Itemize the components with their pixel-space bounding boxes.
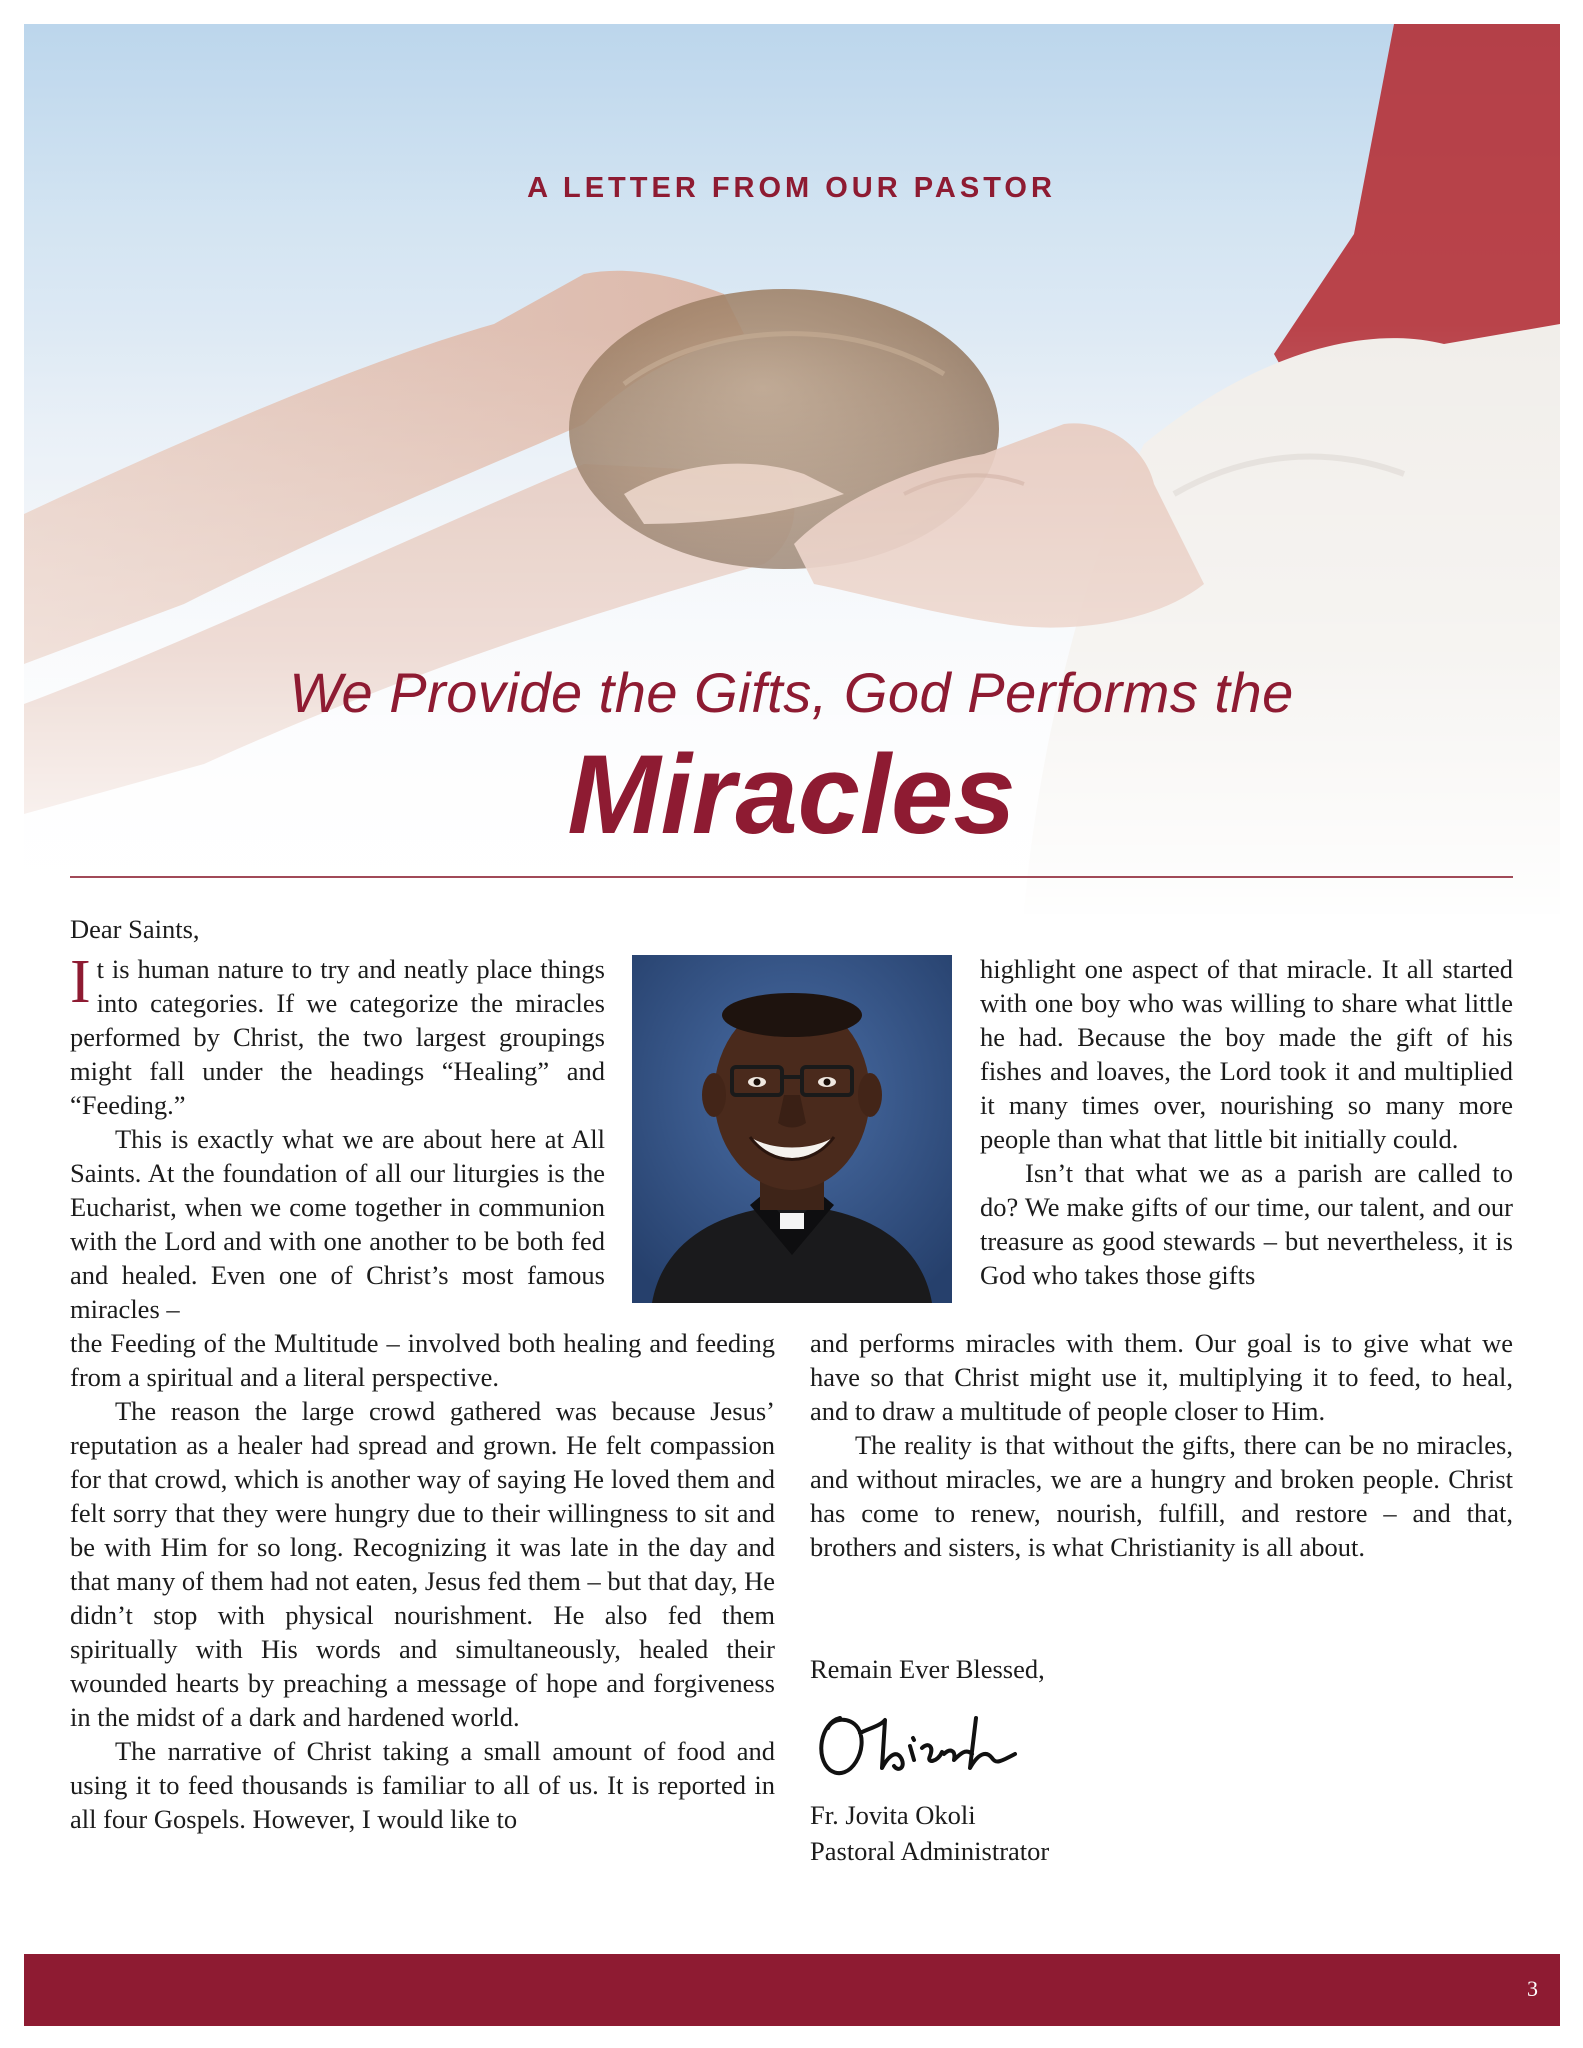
signer-name: Fr. Jovita Okoli: [810, 1800, 976, 1830]
paragraph-5: Isn’t that what we as a parish are called to do? We make gifts of our time, our talent, and our treasure as good stewards – but nevertheless, it is God who takes those gifts: [980, 1158, 1513, 1290]
article-title-line-1: We Provide the Gifts, God Performs the: [289, 661, 1294, 724]
paragraph-4: The narrative of Christ taking a small amount of food and using it to feed thousands is familiar to all of us. It is reported in all four Gospels. However, I would like to: [70, 1736, 775, 1834]
title-divider: [70, 876, 1513, 878]
letter-column-left-bottom: [70, 1326, 775, 1836]
drop-cap: I: [70, 948, 91, 1016]
paragraph-1-text: t is human nature to try and neatly place things into categories. If we categorize the miracles performed by Christ, the two largest groupings might fall under the headings “Healing” and “Feeding.”: [70, 954, 605, 1120]
footer-bar: [24, 1954, 1560, 2026]
paragraph-3: The reason the large crowd gathered was because Jesus’ reputation as a healer had spread and grown. He felt compassion for that crowd, which is another way of saying He loved them and felt sorry that they were hungry due to their willingness to sit and be with Him for so long. Recognizing it was late in the day and that many of them had not eaten, Jesus fed them – but that day, He didn’t stop with physical nourishment. He also fed them spiritually with His words and simultaneously, healed their wounded hearts by preaching a message of hope and forgiveness in the midst of a dark and hardened world.: [70, 1396, 775, 1732]
paragraph-1: [70, 948, 605, 1122]
signer-title: Pastoral Administrator: [810, 1836, 1050, 1866]
portrait-illustration: [632, 955, 952, 1303]
paragraph-2: This is exactly what we are about here at All Saints. At the foundation of all our liturgies is the Eucharist, when we come together in communion with the Lord and with one another to be both fed and healed. Even one of Christ’s most famous miracles –: [70, 1124, 605, 1324]
letter-column-right-top: [980, 952, 1513, 1292]
pastor-portrait: [632, 955, 952, 1303]
letter-greeting: Dear Saints,: [70, 914, 200, 944]
paragraph-4-continued: highlight one aspect of that miracle. It all started with one boy who was willing to share what little he had. Because the boy made the gift of his fishes and loaves, the Lord took it and multiplied it many times over, nourishing so many more people than what that little bit initially could.: [980, 954, 1513, 1154]
letter-column-right-bottom: [810, 1326, 1513, 1564]
page-number: 3: [1527, 1976, 1538, 2001]
letter-closing: Remain Ever Blessed,: [810, 1654, 1045, 1684]
article-title-line-2: Miracles: [567, 732, 1016, 857]
letter-column-left-top: [70, 948, 605, 1326]
handwritten-signature: [810, 1698, 1030, 1788]
paragraph-2-continued: the Feeding of the Multitude – involved both healing and feeding from a spiritual and a literal perspective.: [70, 1328, 775, 1392]
paragraph-5-continued: and performs miracles with them. Our goal is to give what we have so that Christ might use it, multiplying it to feed, to heal, and to draw a multitude of people closer to Him.: [810, 1328, 1513, 1426]
section-kicker: A LETTER FROM OUR PASTOR: [527, 172, 1056, 204]
paragraph-6: The reality is that without the gifts, there can be no miracles, and without miracles, we are a hungry and broken people. Christ has come to renew, nourish, fulfill, and restore – and that, brothers and sisters, is what Christianity is all about.: [810, 1430, 1513, 1562]
